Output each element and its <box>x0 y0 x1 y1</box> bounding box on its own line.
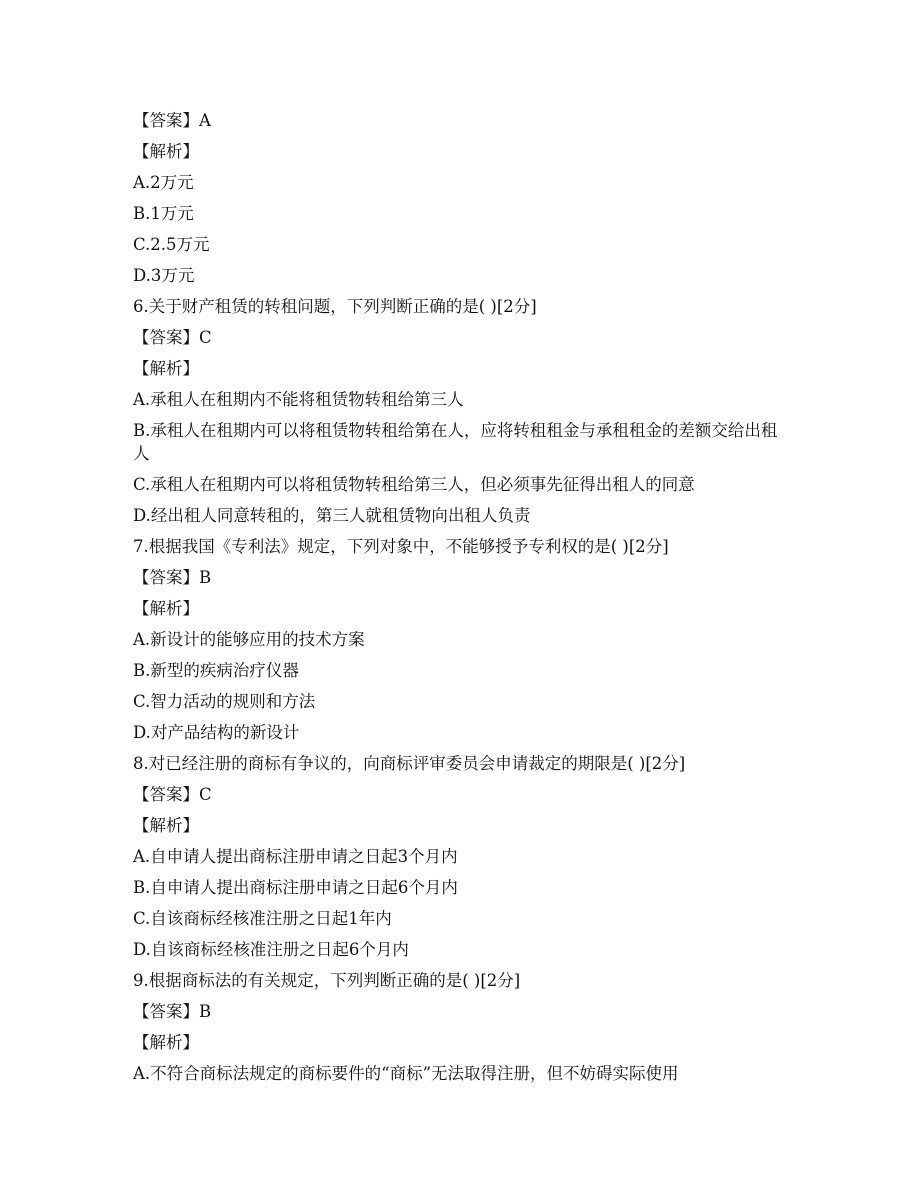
question-9: 9.根据商标法的有关规定，下列判断正确的是( )[2分] <box>133 971 521 990</box>
option-b: B.新型的疾病治疗仪器 <box>133 661 299 680</box>
option-a: A.不符合商标法规定的商标要件的“商标”无法取得注册，但不妨碍实际使用 <box>133 1064 679 1083</box>
option-d: D.经出租人同意转租的，第三人就租赁物向出租人负责 <box>133 506 531 525</box>
option-a: A.2万元 <box>133 173 194 192</box>
option-a: A.承租人在租期内不能将租赁物转租给第三人 <box>133 390 464 409</box>
option-b: B.自申请人提出商标注册申请之日起6个月内 <box>133 878 458 897</box>
analysis-label: 【解析】 <box>133 142 199 161</box>
option-d: D.自该商标经核准注册之日起6个月内 <box>133 940 409 959</box>
answer-line: 【答案】B <box>133 568 212 587</box>
analysis-label: 【解析】 <box>133 359 199 378</box>
analysis-label: 【解析】 <box>133 599 199 618</box>
document-body <box>133 105 793 1089</box>
answer-line: 【答案】A <box>133 111 211 130</box>
option-d: D.对产品结构的新设计 <box>133 723 300 742</box>
option-d: D.3万元 <box>133 266 195 285</box>
option-b: B.1万元 <box>133 204 194 223</box>
option-b: B.承租人在租期内可以将租赁物转租给第在人，应将转租租金与承租租金的差额交给出租人 <box>133 421 778 463</box>
analysis-label: 【解析】 <box>133 1033 199 1052</box>
option-c: C.智力活动的规则和方法 <box>133 692 316 711</box>
question-8: 8.对已经注册的商标有争议的，向商标评审委员会申请裁定的期限是( )[2分] <box>133 754 686 773</box>
analysis-label: 【解析】 <box>133 816 199 835</box>
option-c: C.承租人在租期内可以将租赁物转租给第三人，但必须事先征得出租人的同意 <box>133 475 695 494</box>
question-6: 6.关于财产租赁的转租问题，下列判断正确的是( )[2分] <box>133 297 537 316</box>
option-a: A.自申请人提出商标注册申请之日起3个月内 <box>133 847 458 866</box>
answer-line: 【答案】C <box>133 328 212 347</box>
option-c: C.2.5万元 <box>133 235 210 254</box>
answer-line: 【答案】C <box>133 785 212 804</box>
question-7: 7.根据我国《专利法》规定，下列对象中，不能够授予专利权的是( )[2分] <box>133 537 669 556</box>
answer-line: 【答案】B <box>133 1002 212 1021</box>
option-a: A.新设计的能够应用的技术方案 <box>133 630 365 649</box>
option-c: C.自该商标经核准注册之日起1年内 <box>133 909 392 928</box>
